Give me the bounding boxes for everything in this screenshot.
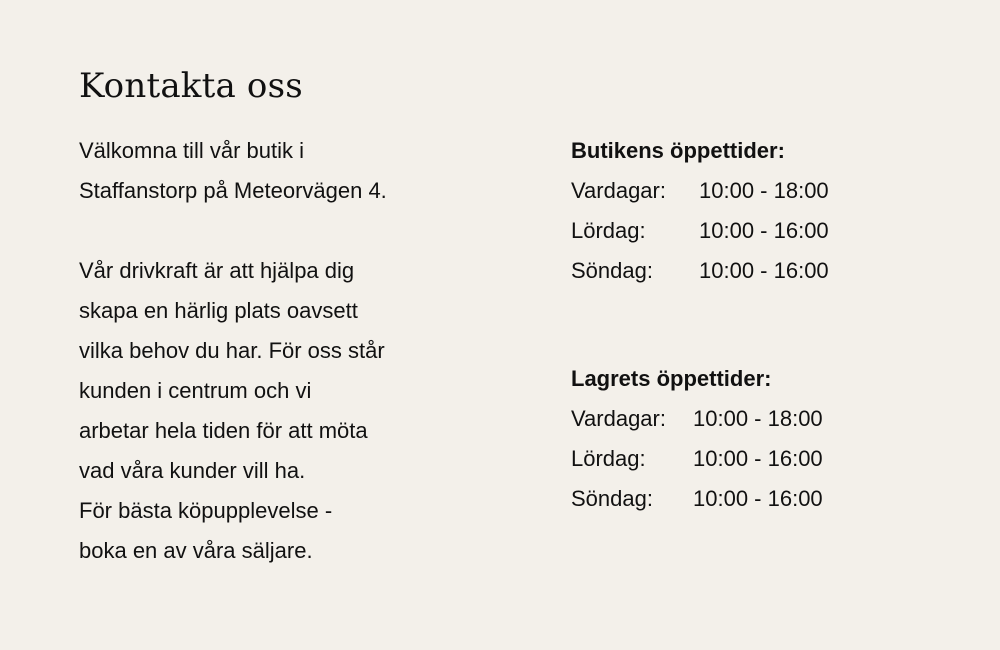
warehouse-hours-heading: Lagrets öppettider: [571, 366, 772, 391]
time-value: 10:00 - 16:00 [693, 446, 823, 471]
day-label: Söndag: [571, 486, 653, 511]
about-line: skapa en härlig plats oavsett [79, 298, 358, 323]
about-line: arbetar hela tiden för att möta [79, 418, 368, 443]
day-label: Vardagar: [571, 406, 666, 431]
about-paragraph [79, 251, 479, 571]
time-value: 10:00 - 18:00 [693, 406, 823, 431]
intro-paragraph [79, 131, 479, 211]
about-line: Vår drivkraft är att hjälpa dig [79, 258, 355, 283]
intro-line: Staffanstorp på Meteorvägen 4. [79, 178, 387, 203]
time-value: 10:00 - 18:00 [699, 178, 829, 203]
time-value: 10:00 - 16:00 [699, 218, 829, 243]
time-value: 10:00 - 16:00 [693, 486, 823, 511]
about-line: För bästa köpupplevelse - [79, 498, 333, 523]
store-hours-row-sunday [571, 251, 829, 291]
about-line: vad våra kunder vill ha. [79, 458, 306, 483]
day-label: Lördag: [571, 218, 646, 243]
time-value: 10:00 - 16:00 [699, 258, 829, 283]
store-hours-row-saturday [571, 211, 829, 251]
store-description [79, 131, 479, 571]
day-label: Vardagar: [571, 178, 666, 203]
page-title: Kontakta oss [79, 66, 303, 106]
store-hours [571, 131, 829, 291]
store-hours-heading: Butikens öppettider: [571, 138, 785, 163]
about-line: vilka behov du har. För oss står [79, 338, 385, 363]
warehouse-hours-row-sunday [571, 479, 823, 519]
intro-line: Välkomna till vår butik i [79, 138, 304, 163]
warehouse-hours-row-weekdays [571, 399, 823, 439]
about-line: kunden i centrum och vi [79, 378, 312, 403]
store-hours-row-weekdays [571, 171, 829, 211]
about-line: boka en av våra säljare. [79, 538, 313, 563]
day-label: Söndag: [571, 258, 653, 283]
warehouse-hours [571, 359, 823, 519]
warehouse-hours-row-saturday [571, 439, 823, 479]
day-label: Lördag: [571, 446, 646, 471]
